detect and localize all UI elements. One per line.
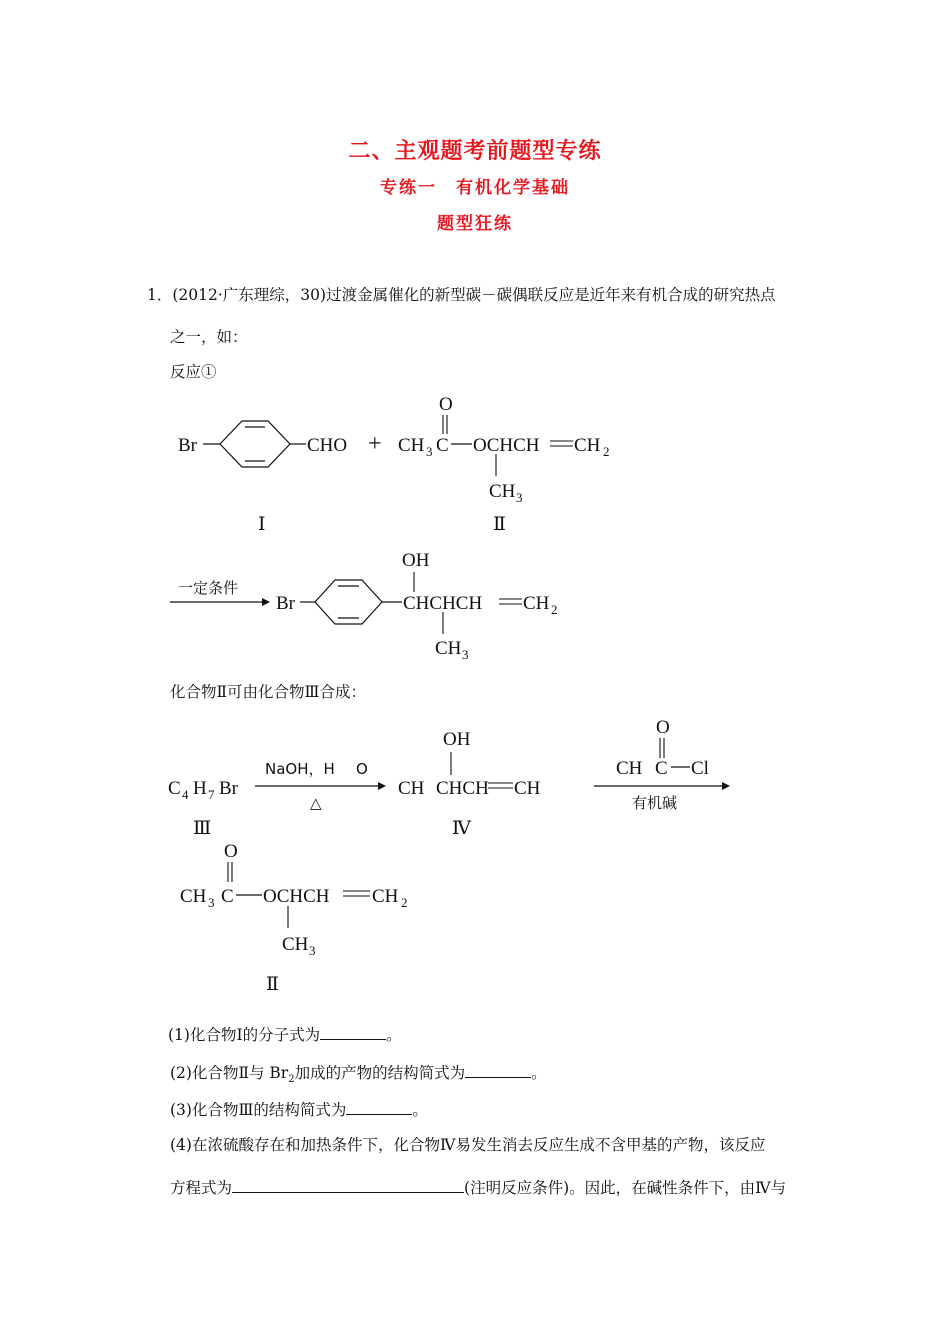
benzene-ring-icon bbox=[220, 421, 290, 467]
label-compound-II-final: Ⅱ bbox=[266, 974, 279, 995]
answer-blank-1[interactable] bbox=[320, 1025, 386, 1040]
reaction-scheme-1 bbox=[0, 380, 950, 670]
page-subtitle: 专练一 有机化学基础 bbox=[380, 178, 570, 198]
label-compound-I: Ⅰ bbox=[258, 514, 266, 535]
answer-blank-3[interactable] bbox=[346, 1100, 412, 1115]
heat-symbol: △ bbox=[310, 794, 322, 812]
compound-II-ch3: CH bbox=[180, 886, 207, 907]
question-intro-line2: 之一，如： bbox=[170, 328, 248, 346]
ester-ch2: CH bbox=[574, 435, 601, 456]
compound-I-br: Br bbox=[178, 435, 197, 456]
svg-text:3: 3 bbox=[309, 943, 316, 958]
svg-text:O: O bbox=[356, 760, 368, 778]
product-methyl: CH bbox=[435, 638, 462, 659]
label-compound-IV: Ⅳ bbox=[452, 818, 471, 839]
svg-text:4: 4 bbox=[182, 787, 189, 802]
reagent-naoh: NaOH，H bbox=[265, 760, 335, 778]
svg-text:3: 3 bbox=[208, 895, 215, 910]
acyl-chloride-o: O bbox=[656, 717, 670, 738]
reaction-label: 反应① bbox=[170, 363, 217, 381]
svg-text:CH: CH bbox=[372, 886, 399, 907]
svg-text:7: 7 bbox=[208, 787, 215, 802]
svg-text:C: C bbox=[221, 886, 234, 907]
organic-base-label: 有机碱 bbox=[632, 794, 678, 812]
ester-ch3-left: CH bbox=[398, 435, 425, 456]
subquestion-3: (3)化合物Ⅲ的结构简式为 。 bbox=[170, 1101, 428, 1119]
compound-II-o: O bbox=[224, 841, 238, 862]
compound-IV-chain: CH bbox=[398, 778, 425, 799]
section-heading: 题型狂练 bbox=[437, 214, 513, 234]
subquestion-2: (2)化合物Ⅱ与 $Br_2$加成的产物的结构简式为 。 bbox=[170, 1064, 547, 1086]
product-ch2: CH bbox=[523, 593, 550, 614]
ester-methyl: CH bbox=[489, 481, 516, 502]
question-number: 1． bbox=[147, 286, 173, 304]
svg-text:CH: CH bbox=[514, 778, 541, 799]
answer-blank-2[interactable] bbox=[465, 1063, 531, 1078]
condition-text: 一定条件 bbox=[178, 579, 239, 597]
label-compound-III: Ⅲ bbox=[193, 818, 212, 839]
svg-text:2: 2 bbox=[401, 895, 408, 910]
svg-text:Br: Br bbox=[219, 778, 238, 799]
svg-text:CHCH: CHCH bbox=[436, 778, 489, 799]
svg-text:3: 3 bbox=[426, 444, 433, 459]
subquestion-4-line1: (4)在浓硫酸存在和加热条件下，化合物Ⅳ易发生消去反应生成不含甲基的产物，该反应 bbox=[170, 1136, 766, 1154]
compound-II-chain: OCHCH bbox=[263, 886, 330, 907]
answer-blank-4[interactable] bbox=[232, 1178, 464, 1193]
ester-carbon: C bbox=[436, 435, 449, 456]
compound-I-cho: CHO bbox=[307, 435, 348, 456]
subquestion-4-line2: 方程式为 (注明反应条件)。因此，在碱性条件下，由Ⅳ与 bbox=[170, 1179, 787, 1197]
svg-text:H: H bbox=[193, 778, 207, 799]
ester-chain: OCHCH bbox=[473, 435, 540, 456]
svg-text:3: 3 bbox=[462, 647, 469, 662]
svg-text:2: 2 bbox=[551, 602, 558, 617]
page-title: 二、主观题考前题型专练 bbox=[348, 139, 602, 164]
ester-carbonyl-o: O bbox=[439, 394, 453, 415]
compound-III-formula: C bbox=[168, 778, 181, 799]
plus-sign: + bbox=[368, 431, 382, 457]
compound-IV-oh: OH bbox=[443, 729, 471, 750]
svg-text:C: C bbox=[655, 758, 668, 779]
svg-text:3: 3 bbox=[516, 490, 523, 505]
compound-II-methyl: CH bbox=[282, 934, 309, 955]
svg-text:2: 2 bbox=[603, 444, 610, 459]
subquestion-1: (1)化合物Ⅰ的分子式为 。 bbox=[168, 1026, 402, 1044]
product-oh: OH bbox=[402, 550, 430, 571]
question-intro-line1: 1．(2012·广东理综，30)过渡金属催化的新型碳－碳偶联反应是近年来有机合成的研究热点 bbox=[147, 286, 776, 304]
synthesis-note: 化合物Ⅱ可由化合物Ⅲ合成： bbox=[170, 683, 366, 701]
label-compound-II: Ⅱ bbox=[493, 514, 506, 535]
reaction-scheme-2 bbox=[0, 700, 950, 1000]
acyl-chloride-ch3: CH bbox=[616, 758, 643, 779]
svg-text:Cl: Cl bbox=[691, 758, 709, 779]
product-br: Br bbox=[276, 593, 295, 614]
product-benzene-ring-icon bbox=[315, 580, 382, 624]
product-chain: CHCHCH bbox=[403, 593, 483, 614]
